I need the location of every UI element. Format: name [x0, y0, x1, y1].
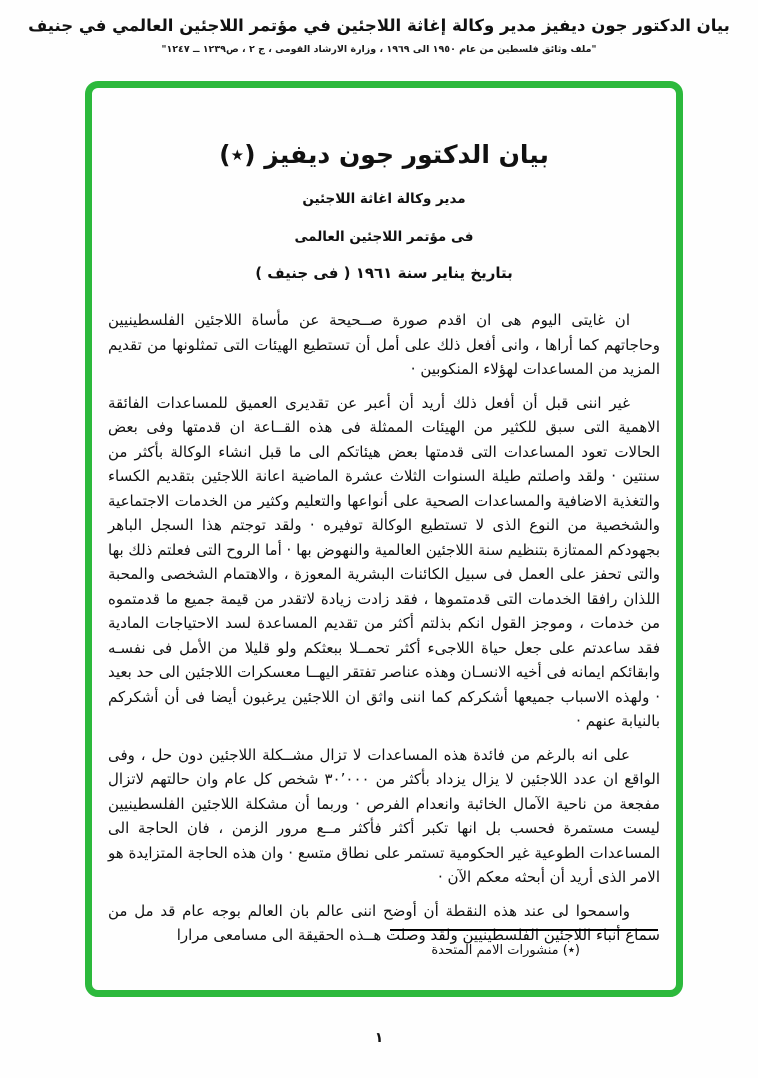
body-text	[108, 308, 660, 948]
header-source-citation: "ملف وثائق فلسطين من عام ١٩٥٠ الى ١٩٦٩ ، وزارة الارشاد القومى ، ج ٢ ، ص١٢٣٩ ــ ١٢٤٧"	[161, 44, 597, 56]
page-number: ١	[374, 1030, 384, 1046]
document-title: بيان الدكتور جون ديفيز (٭)	[219, 140, 549, 169]
paragraph-2: غير اننى قبل أن أفعل ذلك أريد أن أعبر عن تقديرى العميق للمساعدات الفائقة الاهمية التى سبق للكثير من الهيئات الممثلة فى هذه القــاعة ان قدمتها وفى بعض الحالات تعود المساعدات التى قدمتها بعض هيئاتكم الى ما قبل انشاء الوكالة بأكثر من سنتين · ولقد واصلتم طيلة السنوات الثلاث عشرة الماضية اعانة اللاجئين بتقديم الكساء والتغذية الاضافية والمساعدات الصحية على أنواعها والتعليم وكثير من الخدمات الاجتماعية والشخصية من النوع الذى لا تستطيع الوكالة توفيره · ولقد توجتم هذا السجل الباهر بجهودكم الممتازة بتنظيم سنة اللاجئين العالمية والنهوض بها · أما الروح التى فعلتم ذلك بها والتى تحفز على العمل فى سبيل الكائنات البشرية المعوزة ، والاهتمام الشخصى والمحبة اللذان رافقا الخدمات التى قدمتموها ، فقد زادت زيادة لاتقدر من قيمة جميع ما قدمتموه من خدمات ، وموجز القول انكم بذلتم أكثر من تقديم المساعدة لسد الاحتياجات المادية فقد ساعدتم على جعل حياة اللاجىء أكثر تحمــلا ببعثكم ولو قليلا من الأمل فى نفسـه وابقائكم ايمانه فى أخيه الانسـان وهذه عناصر تفتقر اليهــا معسكرات اللاجئين الى حد بعيد · ولهذه الاسباب جميعها أشكركم كما اننى واثق ان اللاجئين يرغبون أيضا فى أن أشكركم بالنيابة عنهم ·	[108, 393, 660, 730]
paragraph-1: ان غايتى اليوم هى ان اقدم صورة صــحيحة عن مأساة اللاجئين الفلسطينيين وحاجاتهم كما أراها ، وانى أفعل ذلك على أمل أن تستطيع الهيئات التى تمثلونها من تقديم المزيد من المساعدات لهؤلاء المنكوبين ·	[108, 311, 660, 378]
footnote-separator-line	[390, 929, 658, 931]
paragraph-4: واسمحوا لى عند هذه النقطة أن أوضح اننى عالم بان العالم بوجه عام قد مل من سماع أنباء اللاجئين الفلسطينيين ولقد وصلت هــذه الحقيقة الى مسامعى مرارا	[108, 901, 660, 944]
footnote-text: (٭) منشورات الامم المتحدة	[431, 943, 580, 958]
document-content	[92, 140, 676, 1042]
document-subtitle-date: بتاريخ يناير سنة ١٩٦١ ( فى جنيف )	[255, 264, 513, 282]
document-subtitle-event: فى مؤتمر اللاجئين العالمى	[294, 229, 474, 245]
paragraph-3: على انه بالرغم من فائدة هذه المساعدات لا تزال مشــكلة اللاجئين دون حل ، وفى الواقع ان عدد اللاجئين لا يزال يزداد بأكثر من ٣٠٬٠٠٠ شخص كل عام وان حالتهم لاتزال مفجعة من ناحية الآمال الخائبة وانعدام الفرص · وربما أن مشكلة اللاجئين الفلسطينيين ليست مستمرة فحسب بل انها تكبر أكثر فأكثر مــع مرور الزمن ، فان الحاجة الى المساعدات الطوعية غير الحكومية تستمر على نطاق متسع · وان هذه الحاجة المتزايدة هو الامر الذى أريد أن أبحثه معكم الآن ·	[108, 745, 661, 886]
header-title: بيان الدكتور جون ديفيز مدير وكالة إغاثة اللاجئين في مؤتمر اللاجئين العالمي في جنيف	[28, 16, 730, 35]
document-subtitle-role: مدير وكالة اغاثة اللاجئين	[302, 191, 466, 207]
green-border-frame	[85, 81, 683, 997]
page-header	[0, 14, 758, 55]
